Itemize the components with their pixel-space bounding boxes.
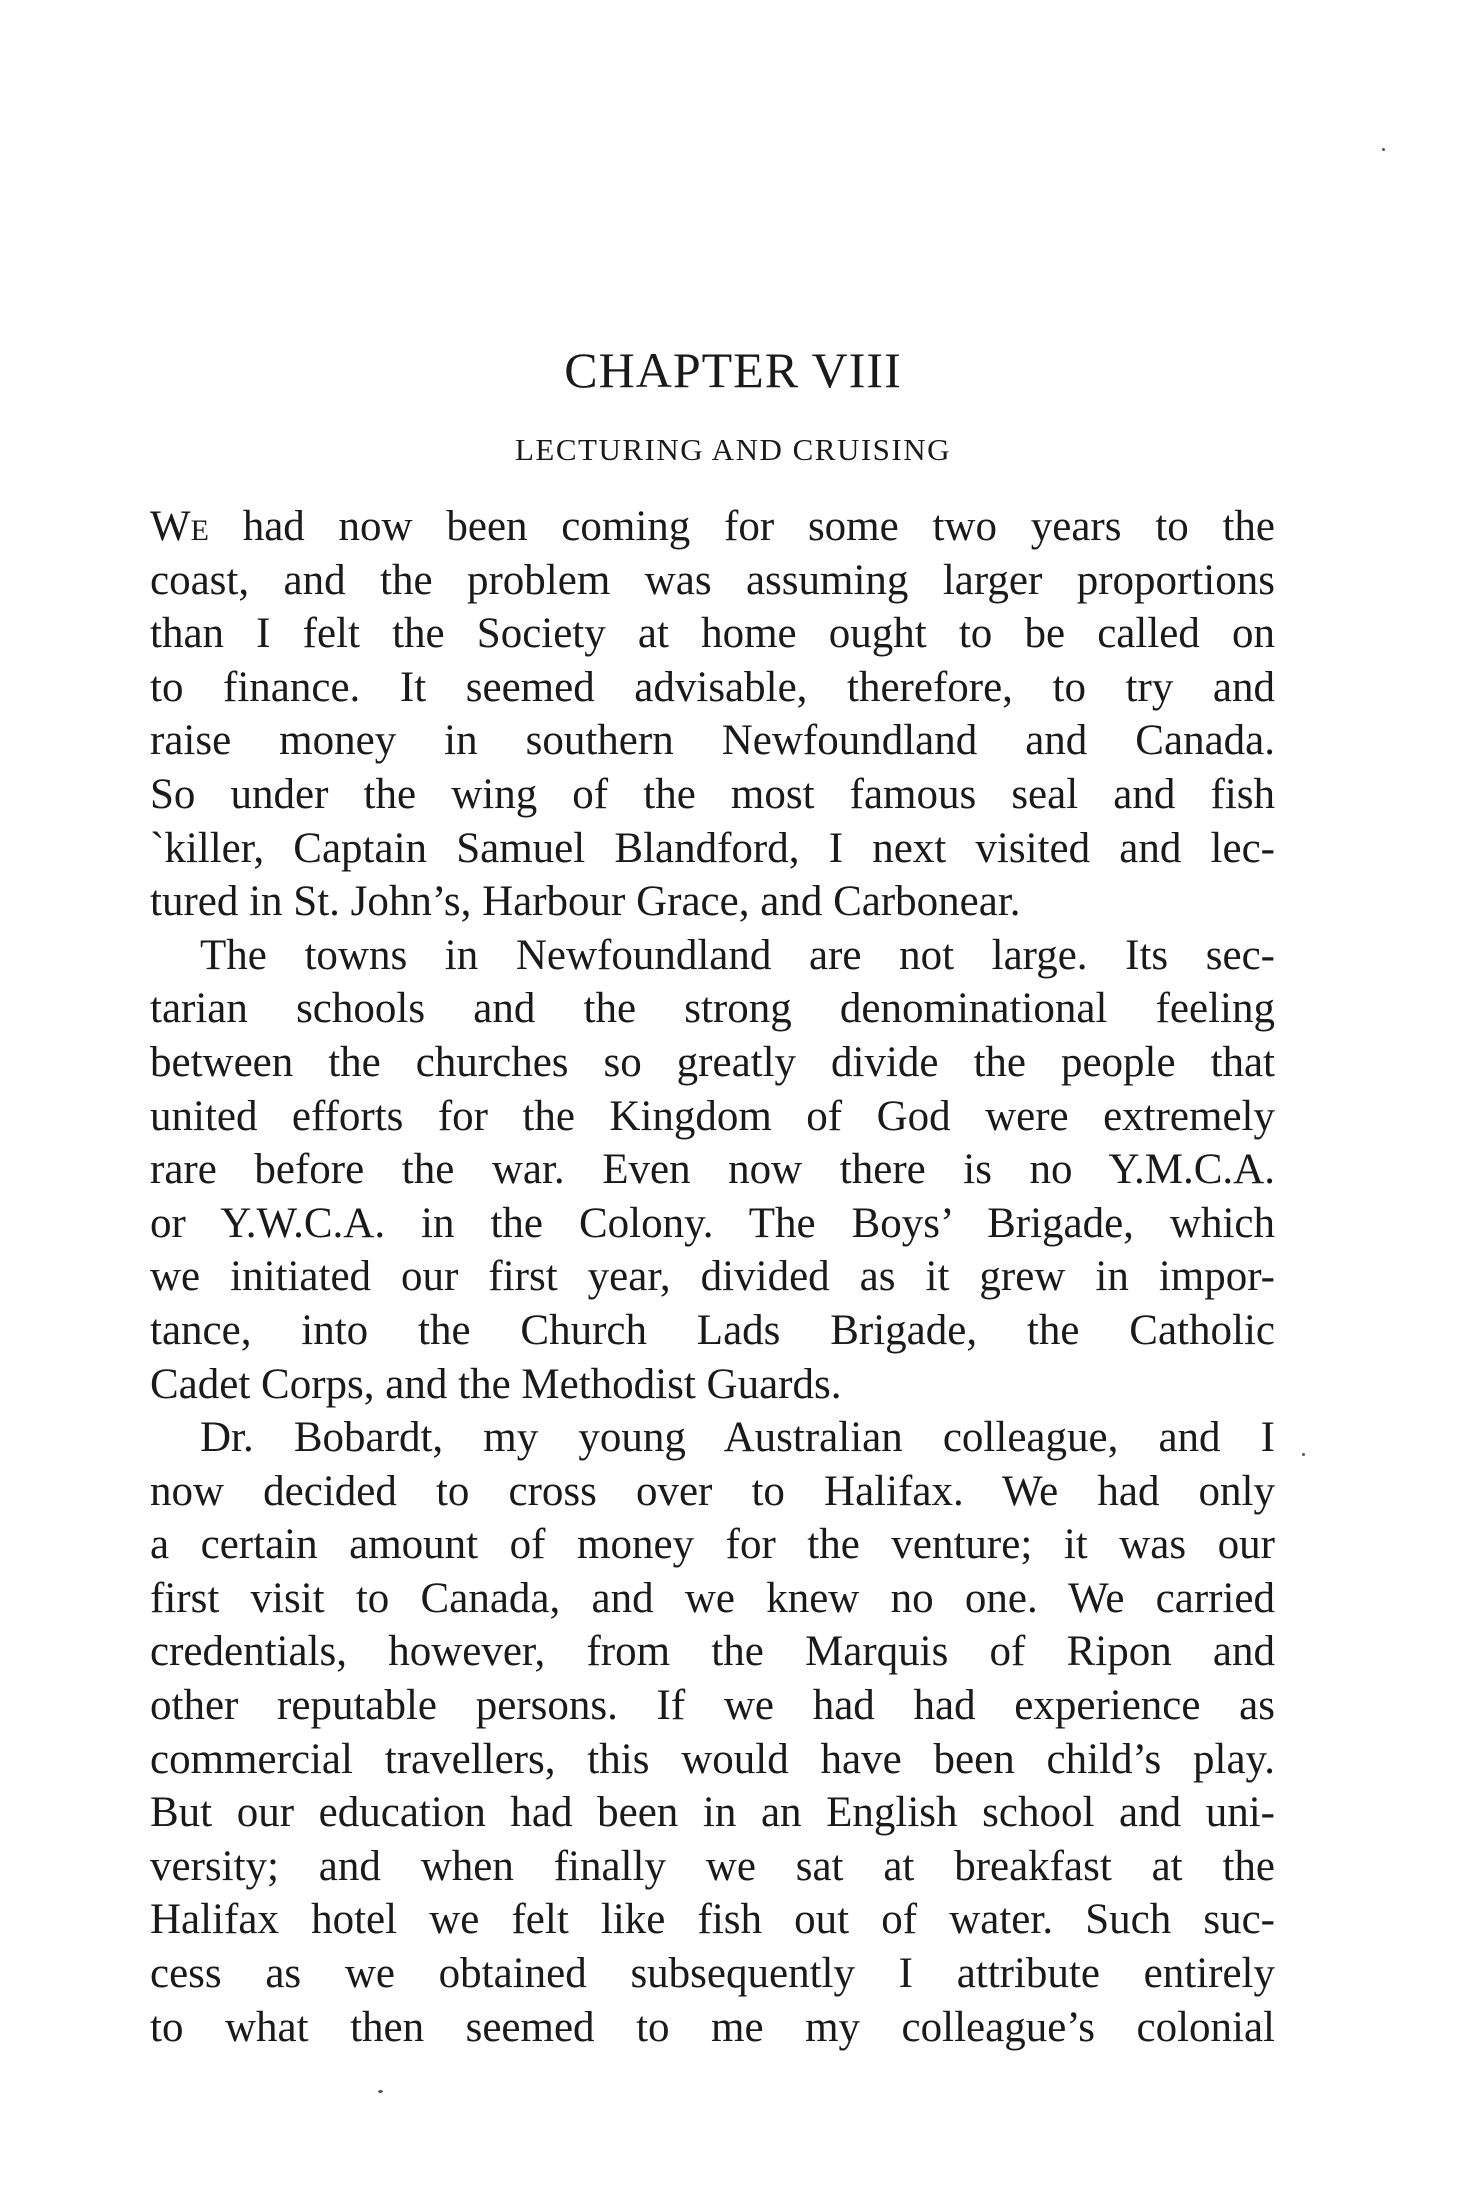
first-line-rest: had now been coming for some two years to the [208,503,1275,550]
text-line: other reputable persons. If we had had experience as [150,1682,1275,1730]
text-line: we initiated our first year, divided as it grew in impor- [150,1253,1275,1301]
text-line: `killer, Captain Samuel Blandford, I next visited and lec- [150,824,1275,872]
text-line: The towns in Newfoundland are not large. Its sec- [200,931,1275,979]
text-line: now decided to cross over to Halifax. We had only [150,1467,1275,1515]
text-line: than I felt the Society at home ought to be called on [150,610,1275,658]
text-line: raise money in southern Newfoundland and Canada. [150,717,1275,765]
text-line: or Y.W.C.A. in the Colony. The Boys’ Brigade, which [150,1199,1275,1247]
body-text [150,500,1275,2054]
text-line: Cadet Corps, and the Methodist Guards. [150,1360,842,1408]
text-line: a certain amount of money for the venture; it was our [150,1521,1275,1569]
text-line: united efforts for the Kingdom of God were extremely [150,1092,1275,1140]
paper-speck [1382,148,1385,151]
text-line [150,500,1275,554]
text-line: rare before the war. Even now there is no Y.M.C.A. [150,1146,1275,1194]
text-line: commercial travellers, this would have been child’s play. [150,1735,1275,1783]
text-line: coast, and the problem was assuming larger proportions [150,556,1275,604]
opening-word: We [150,503,209,550]
text-line: first visit to Canada, and we knew no one. We carried [150,1574,1275,1622]
text-line: tance, into the Church Lads Brigade, the Catholic [150,1306,1275,1354]
paper-speck [378,2090,383,2093]
text-line: credentials, however, from the Marquis of Ripon and [150,1628,1275,1676]
text-line: tarian schools and the strong denominational feeling [150,985,1275,1033]
paper-speck [1302,1453,1305,1456]
text-line: Dr. Bobardt, my young Australian colleague, and I [200,1414,1275,1462]
text-line: between the churches so greatly divide the people that [150,1038,1275,1086]
text-line: cess as we obtained subsequently I attribute entirely [150,1950,1275,1998]
text-line: to what then seemed to me my colleague’s colonial [150,2003,1275,2051]
chapter-subtitle: LECTURING AND CRUISING [515,432,951,467]
text-line: versity; and when finally we sat at breakfast at the [150,1842,1275,1890]
text-line: But our education had been in an English school and uni- [150,1789,1275,1837]
text-line: So under the wing of the most famous seal and fish [150,770,1275,818]
text-line: Halifax hotel we felt like fish out of water. Such suc- [150,1896,1275,1944]
chapter-title: CHAPTER VIII [564,342,902,398]
text-line: tured in St. John’s, Harbour Grace, and Carbonear. [150,878,1021,926]
text-line: to finance. It seemed advisable, therefore, to try and [150,663,1275,711]
